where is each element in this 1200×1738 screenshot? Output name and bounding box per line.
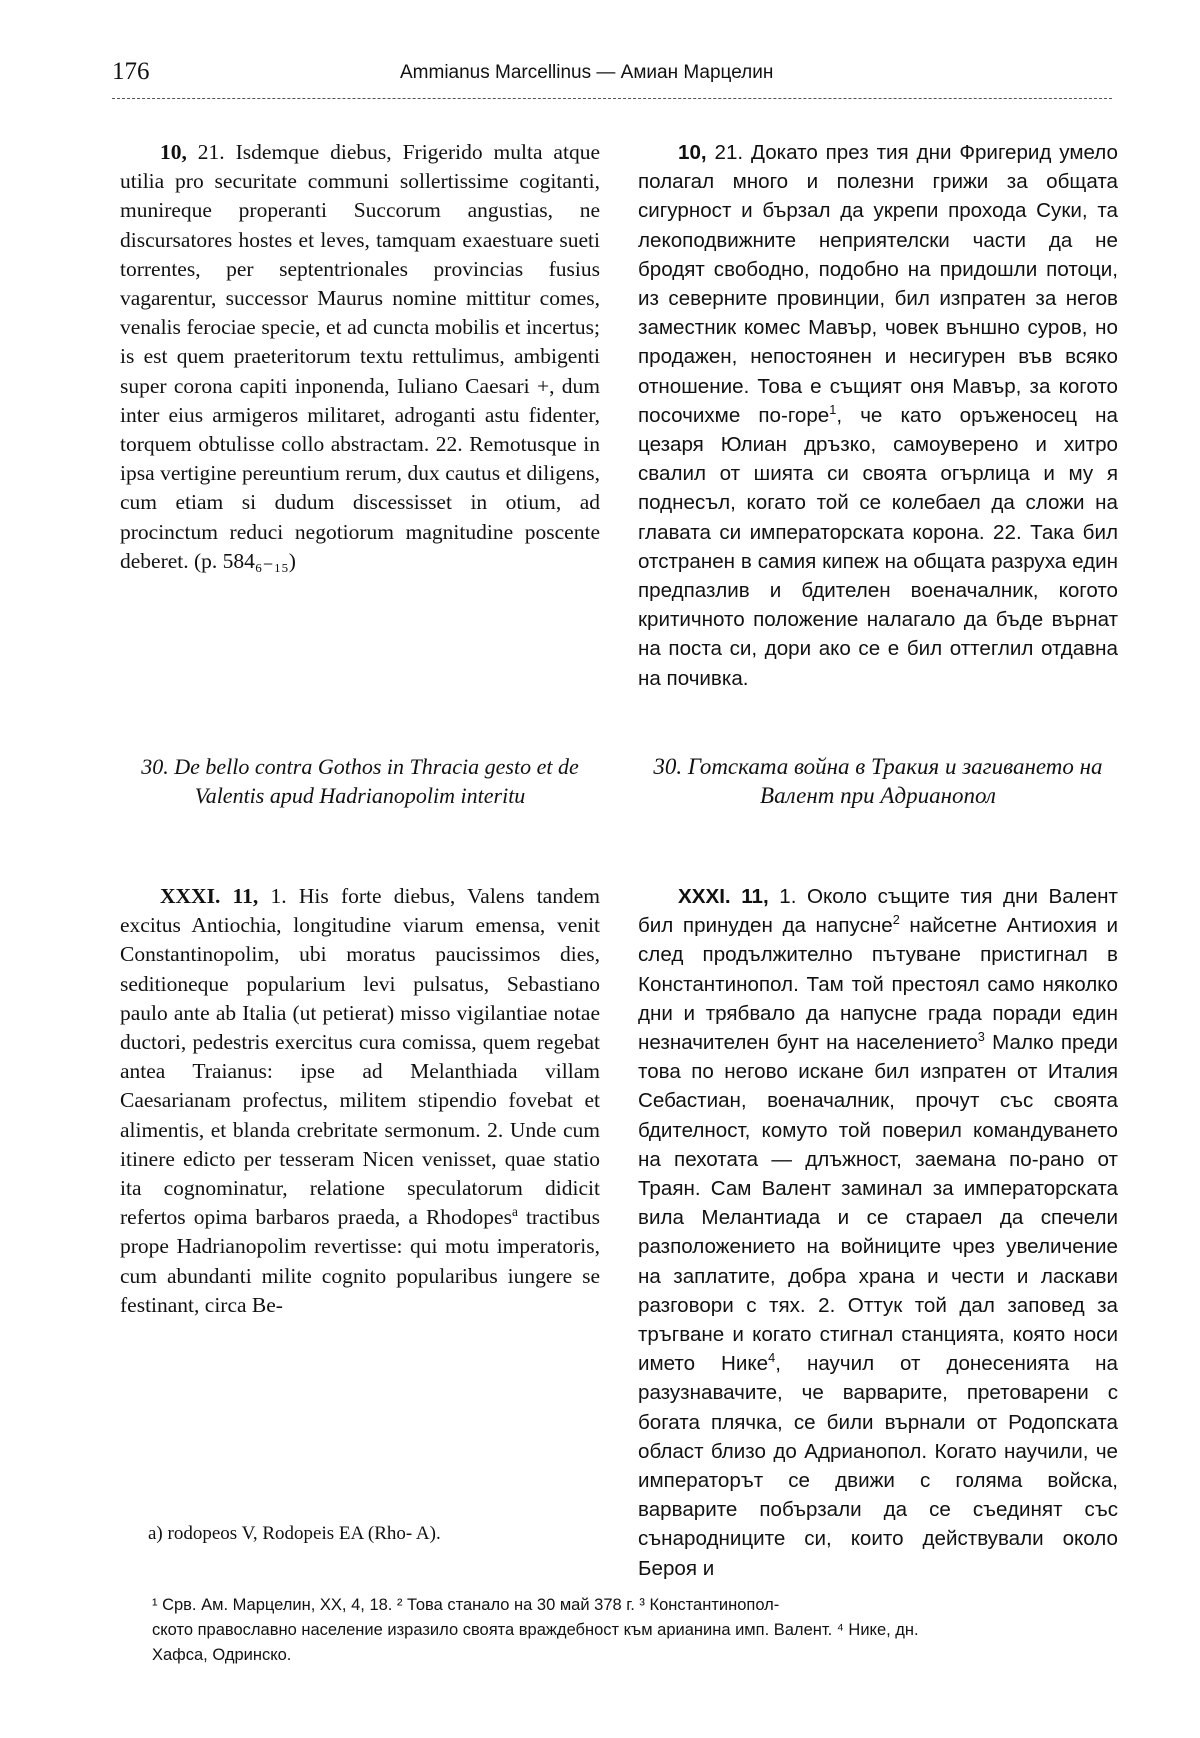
bulgarian-para2-text-d: , научил от донесенията на разузнавачите, че варварите, претоварени с богата плячка, се били върнали от Родопската област близо до Адрианопол. Когато научили, че императорът се движи с голяма войска, варварите побързали да се съединят със сънародниците си, които действували около Бероя и [638, 1352, 1118, 1580]
footnote-line-3: Хафса, Одринско. [152, 1646, 292, 1664]
footnote-line-2: ското православно население изразило своята враждебност към арианина имп. Валент. ⁴ Нике, дн. [152, 1621, 919, 1639]
running-head: Ammianus Marcellinus — Амиан Марцелин [400, 62, 774, 83]
latin-para1-text: 21. Isdemque diebus, Frigerido multa atque utilia pro securitate communi sollertissime cogitanti, munireque properanti Succorum angustias, ne discursatores hostes et leves, tamquam exaestuare sueti torrentes, per septentrionales provincias fusius vagarentur, successor Maurus nomine mittitur comes, venalis ferociae specie, et ad cuncta mobilis et incertus; is est quem praeteritorum textu rettulimus, ambigenti super corona capiti inponenda, Iuliano Caesari +, dum inter eius armigeros militaret, adroganti astu fidenter, torquem obtulisse collo abstractam. 22. Remotusque in ipsa vertigine pereuntium rerum, dux cautus et diligens, cum etiam si dudum discessisset in otium, ad procinctum reduci negotiorum magnitudine poscente deberet. (p. 584₆₋₁₅) [120, 140, 600, 573]
bulgarian-section-title: 30. Готската война в Тракия и загиването на Валент при Адрианопол [653, 754, 1103, 808]
bulgarian-paragraph-1 [638, 138, 1118, 693]
page-number: 176 [112, 58, 150, 85]
bulgarian-para1-text: 21. Докато през тия дни Фригерид умело полагал много и полезни грижи за общата сигурност и бързал да укрепи прохода Суки, та лекоподвижните неприятелски части да не бродят свободно, подобно на придошли потоци, из северните провинции, бил изпратен за негов заместник комес Мавър, човек външно суров, но продажен, непостоянен и несигурен във всяко отношение. Това е същият оня Мавър, за когото посочихме по-горе [638, 141, 1118, 427]
bulgarian-para2-number: XXXI. 11, [678, 885, 769, 908]
bulgarian-para2-text-c: Малко преди това по негово искане бил изпратен от Италия Себастиан, военачалник, прочут със своята бдителност, комуто той поверил командуването на пехотата — длъжност, заемана по-рано от Траян. Сам Валент заминал за императорската вила Мелантиада и се стараел да спечели разположението на войниците чрез увеличение на заплатите, добра храна и чести и ласкави разговори с тях. 2. Оттук той дал заповед за тръгване и когато стигнал станцията, която носи името Нике [638, 1031, 1118, 1376]
latin-para1-number: 10, [160, 140, 187, 164]
header-rule [112, 98, 1112, 99]
latin-para2-tail: tractibus prope Hadrianopolim revertisse: qui motu imperatoris, cum abundanti milite cognito popularibus iungere se festinant, circa Be- [120, 1205, 600, 1317]
bulgarian-para1-tail: , че като оръженосец на цезаря Юлиан дръзко, самоуверено и хитро свалил от шията си своята огърлица и му я поднесъл, когато той се колебаел да сложи на главата си императорската корона. 22. Така бил отстранен в самия кипеж на общата разруха един предпазлив и бдителен военачалник, когото критичното положение налагало да бъде върнат на поста си, дори ако се е бил оттеглил отдавна на почивка. [638, 403, 1118, 690]
latin-para2-text: 1. His forte diebus, Valens tandem excitus Antiochia, longitudine viarum emensa, venit Constantinopolim, ubi moratus paucissimos dies, seditioneque popularium levi pulsatus, Sebastiano paulo ante ab Italia (ut petierat) misso vigilantiae notae ductori, pedestris exercitus cura comissa, quem regebat antea Traianus: ipse ad Melanthiada villam Caesarianam profectus, militem stipendio fovebat et alimentis, et blanda crebritate sermonum. 2. Unde cum itinere edicto per tesseram Nicen venisset, quae statio ita cognominatur, relatione speculatorum didicit refertos opima barbaros praeda, a Rhodopes [120, 884, 600, 1230]
bulgarian-paragraph-2 [638, 882, 1118, 1583]
bulgarian-para2-text-a: 1. Около същите тия дни Валент бил принуден да напусне [638, 885, 1118, 938]
footnote-ref-4: 4 [768, 1350, 776, 1366]
bulgarian-para1-number: 10, [678, 141, 707, 164]
footnote-ref-3: 3 [977, 1029, 985, 1045]
footnote-ref-2: 2 [892, 912, 900, 928]
latin-section-title: 30. De bello contra Gothos in Thracia gesto et de Valentis apud Hadrianopolim interitu [141, 754, 579, 808]
latin-paragraph-1 [120, 138, 600, 576]
critical-apparatus: a) rodopeos V, Rodopeis EA (Rho- A). [148, 1523, 441, 1544]
bulgarian-para2-text-b: найсетне Антиохия и след продължително пътуване пристигнал в Константинопол. Там той престоял само няколко дни и трябвало да напусне града поради един незначителен бунт на населението [638, 914, 1118, 1055]
latin-paragraph-2 [120, 882, 600, 1320]
latin-para2-number: XXXI. 11, [160, 884, 259, 908]
footnote-line-1: ¹ Срв. Ам. Марцелин, XX, 4, 18. ² Това станало на 30 май 378 г. ³ Константинопол- [152, 1596, 780, 1614]
footnotes [152, 1593, 1122, 1668]
apparatus-ref-a: a [511, 1204, 518, 1220]
footnote-ref-1: 1 [829, 401, 837, 417]
